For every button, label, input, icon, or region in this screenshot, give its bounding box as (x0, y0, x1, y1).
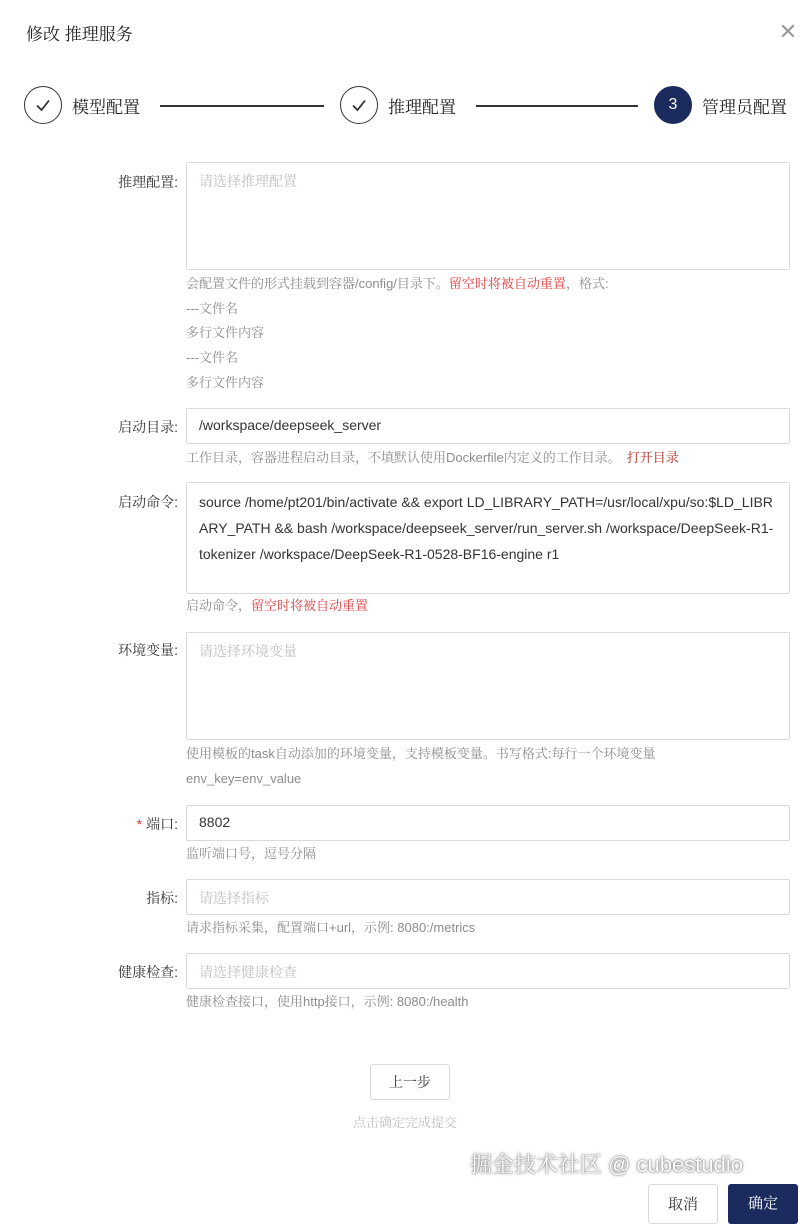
dialog-title: 修改 推理服务 (26, 25, 133, 44)
hint-text: 会配置文件的形式挂载到容器/config/目录下。 (186, 276, 449, 291)
field-label: 启动命令: (118, 494, 178, 510)
port-input[interactable]: 8802 (186, 805, 790, 841)
check-icon (340, 86, 378, 124)
hint-format-line: 多行文件内容 (186, 325, 265, 340)
step-label: 推理配置 (388, 97, 456, 117)
hint-warning: 留空时将被自动重置 (251, 598, 369, 613)
check-icon (24, 86, 62, 124)
step-divider (476, 105, 638, 107)
field-label: 环境变量: (118, 642, 178, 658)
hint-format-line: ---文件名 (186, 301, 238, 316)
field-label: 启动目录: (118, 419, 178, 435)
step-model-config[interactable] (24, 86, 140, 124)
env-hint: 使用模板的task自动添加的环境变量，支持模板变量。书写格式:每行一个环境变量 (186, 746, 656, 761)
prev-step-button[interactable]: 上一步 (370, 1064, 450, 1100)
hint-format-line: ---文件名 (186, 350, 238, 365)
step-number-badge: 3 (654, 86, 692, 124)
command-hint (186, 594, 368, 618)
step-label: 管理员配置 (702, 97, 787, 117)
working-dir-hint (186, 446, 679, 470)
step-divider (160, 105, 324, 107)
watermark: 掘金技术社区 @ cubestudio (470, 1152, 743, 1177)
submit-hint: 点击确定完成提交 (352, 1115, 457, 1130)
metrics-hint: 请求指标采集，配置端口+url，示例: 8080:/metrics (186, 920, 476, 935)
command-textarea[interactable]: source /home/pt201/bin/activate && export LD_LIBRARY_PATH=/usr/local/xpu/so:$LD_LIBRARY_PATH && bash /workspace/deepseek_server/run_server.sh /workspace/DeepSeek-R1-tokenizer /workspace/DeepSeek-R1-0528-BF16-engine r1 (186, 482, 790, 594)
env-select[interactable]: 请选择环境变量 (186, 632, 790, 740)
working-dir-input[interactable]: /workspace/deepseek_server (186, 408, 790, 444)
env-hint-format: env_key=env_value (186, 771, 302, 786)
field-label (137, 814, 178, 834)
field-label: 指标: (146, 890, 178, 906)
hint-format-line: 多行文件内容 (186, 375, 265, 390)
health-hint: 健康检查接口，使用http接口，示例: 8080:/health (186, 994, 469, 1009)
hint-warning: 留空时将被自动重置 (448, 276, 566, 291)
step-admin-config[interactable] (654, 86, 787, 124)
inference-config-hint (186, 272, 609, 296)
hint-text: 启动命令， (186, 598, 252, 613)
steps-bar (24, 86, 810, 130)
health-check-select[interactable]: 请选择健康检查 (186, 953, 790, 989)
required-mark: * (136, 816, 143, 832)
open-directory-link[interactable]: 打开目录 (626, 450, 679, 465)
port-hint: 监听端口号，逗号分隔 (186, 846, 317, 861)
metrics-select[interactable]: 请选择指标 (186, 879, 790, 915)
confirm-button[interactable]: 确定 (728, 1184, 798, 1224)
field-label-text: 端口: (146, 816, 178, 832)
step-inference-config[interactable] (340, 86, 456, 124)
field-label: 推理配置: (118, 174, 178, 190)
hint-text: ，格式: (565, 276, 609, 291)
cancel-button[interactable]: 取消 (648, 1184, 718, 1224)
field-label: 健康检查: (118, 964, 178, 980)
hint-text: 工作目录，容器进程启动目录，不填默认使用Dockerfile内定义的工作目录。 (186, 450, 621, 465)
step-label: 模型配置 (72, 97, 140, 117)
inference-config-select[interactable]: 请选择推理配置 (186, 162, 790, 270)
close-icon[interactable]: ✕ (778, 19, 798, 44)
